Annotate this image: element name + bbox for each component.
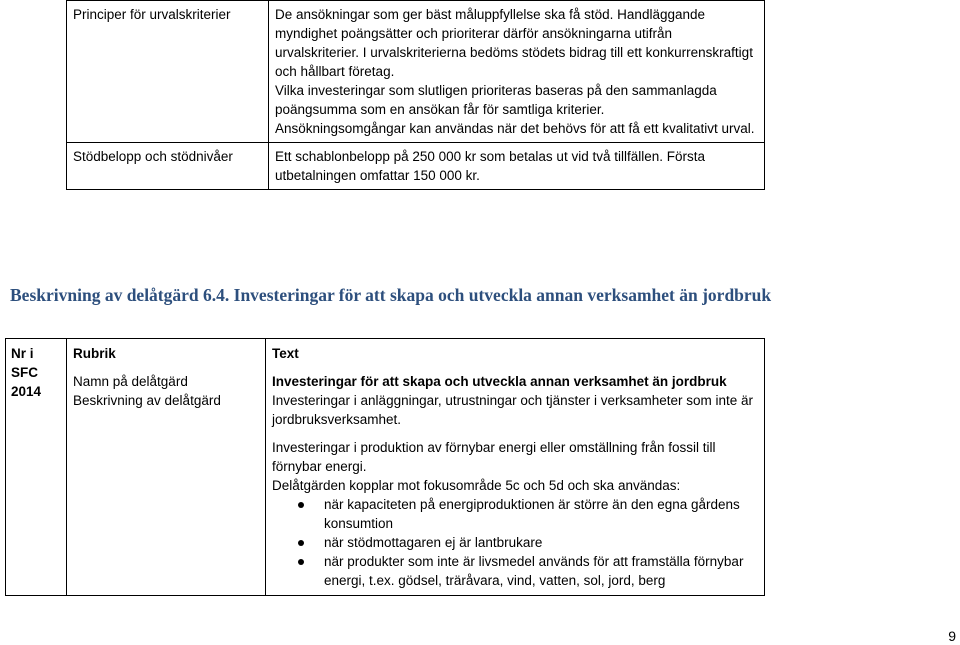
principles-text [269,1,765,143]
paragraph: Ansökningsomgångar kan användas när det behövs för att få ett kvalitativt urval. [275,121,755,136]
table-row [67,1,765,143]
table-row [6,339,765,596]
row-label-support: Stödbelopp och stödnivåer [67,143,269,190]
bullet-icon [298,559,304,565]
measure-name: Investeringar för att skapa och utveckla annan verksamhet än jordbruk [272,374,727,389]
description-paragraph: Delåtgärden kopplar mot fokusområde 5c och 5d och ska användas: [272,478,681,493]
rubrik-column [67,339,266,596]
paragraph: De ansökningar som ger bäst måluppfyllelse ska få stöd. Handläggande myndighet poängsätter och prioriterar därför ansökningarna utifrån urvalskriterier. I urvalskriterierna bedöms stödets bidrag till ett konkurrenskraftigt och hållbart företag. [275,7,753,79]
list-item: när kapaciteten på energiproduktionen är större än den egna gårdens konsumtion [272,495,758,533]
section-heading: Beskrivning av delåtgärd 6.4. Investeringar för att skapa och utveckla annan verksamhet än jordbruk [10,285,772,305]
bullet-list [272,495,758,590]
header-text: Text [272,346,299,361]
sfc-column [6,339,67,596]
description-paragraph: Investeringar i produktion av förnybar energi eller omställning från fossil till förnybar energi. [272,440,716,474]
measure-table [5,338,765,596]
bullet-icon [298,540,304,546]
text-column [266,339,765,596]
description-paragraph: Investeringar i anläggningar, utrustningar och tjänster i verksamheter som inte är jordbruksverksamhet. [272,393,753,427]
header-rubrik: Rubrik [73,346,116,361]
page-number: 9 [948,628,956,644]
bullet-icon [298,502,304,508]
list-item: när produkter som inte är livsmedel används för att framställa förnybar energi, t.ex. gödsel, träråvara, vind, vatten, sol, jord, berg [272,552,758,590]
list-item: när stödmottagaren ej är lantbrukare [272,533,758,552]
rubrik-name-label: Namn på delåtgärd [73,374,188,389]
table-row [67,143,765,190]
criteria-table [66,0,765,190]
paragraph: Vilka investeringar som slutligen prioriteras baseras på den sammanlagda poängsumma som en ansökan får för samtliga kriterier. [275,83,717,117]
rubrik-desc-label: Beskrivning av delåtgärd [73,393,221,408]
header-sfc: Nr i SFC 2014 [11,346,42,399]
support-text: Ett schablonbelopp på 250 000 kr som betalas ut vid två tillfällen. Första utbetalningen omfattar 150 000 kr. [269,143,765,190]
row-label-principles: Principer för urvalskriterier [67,1,269,143]
